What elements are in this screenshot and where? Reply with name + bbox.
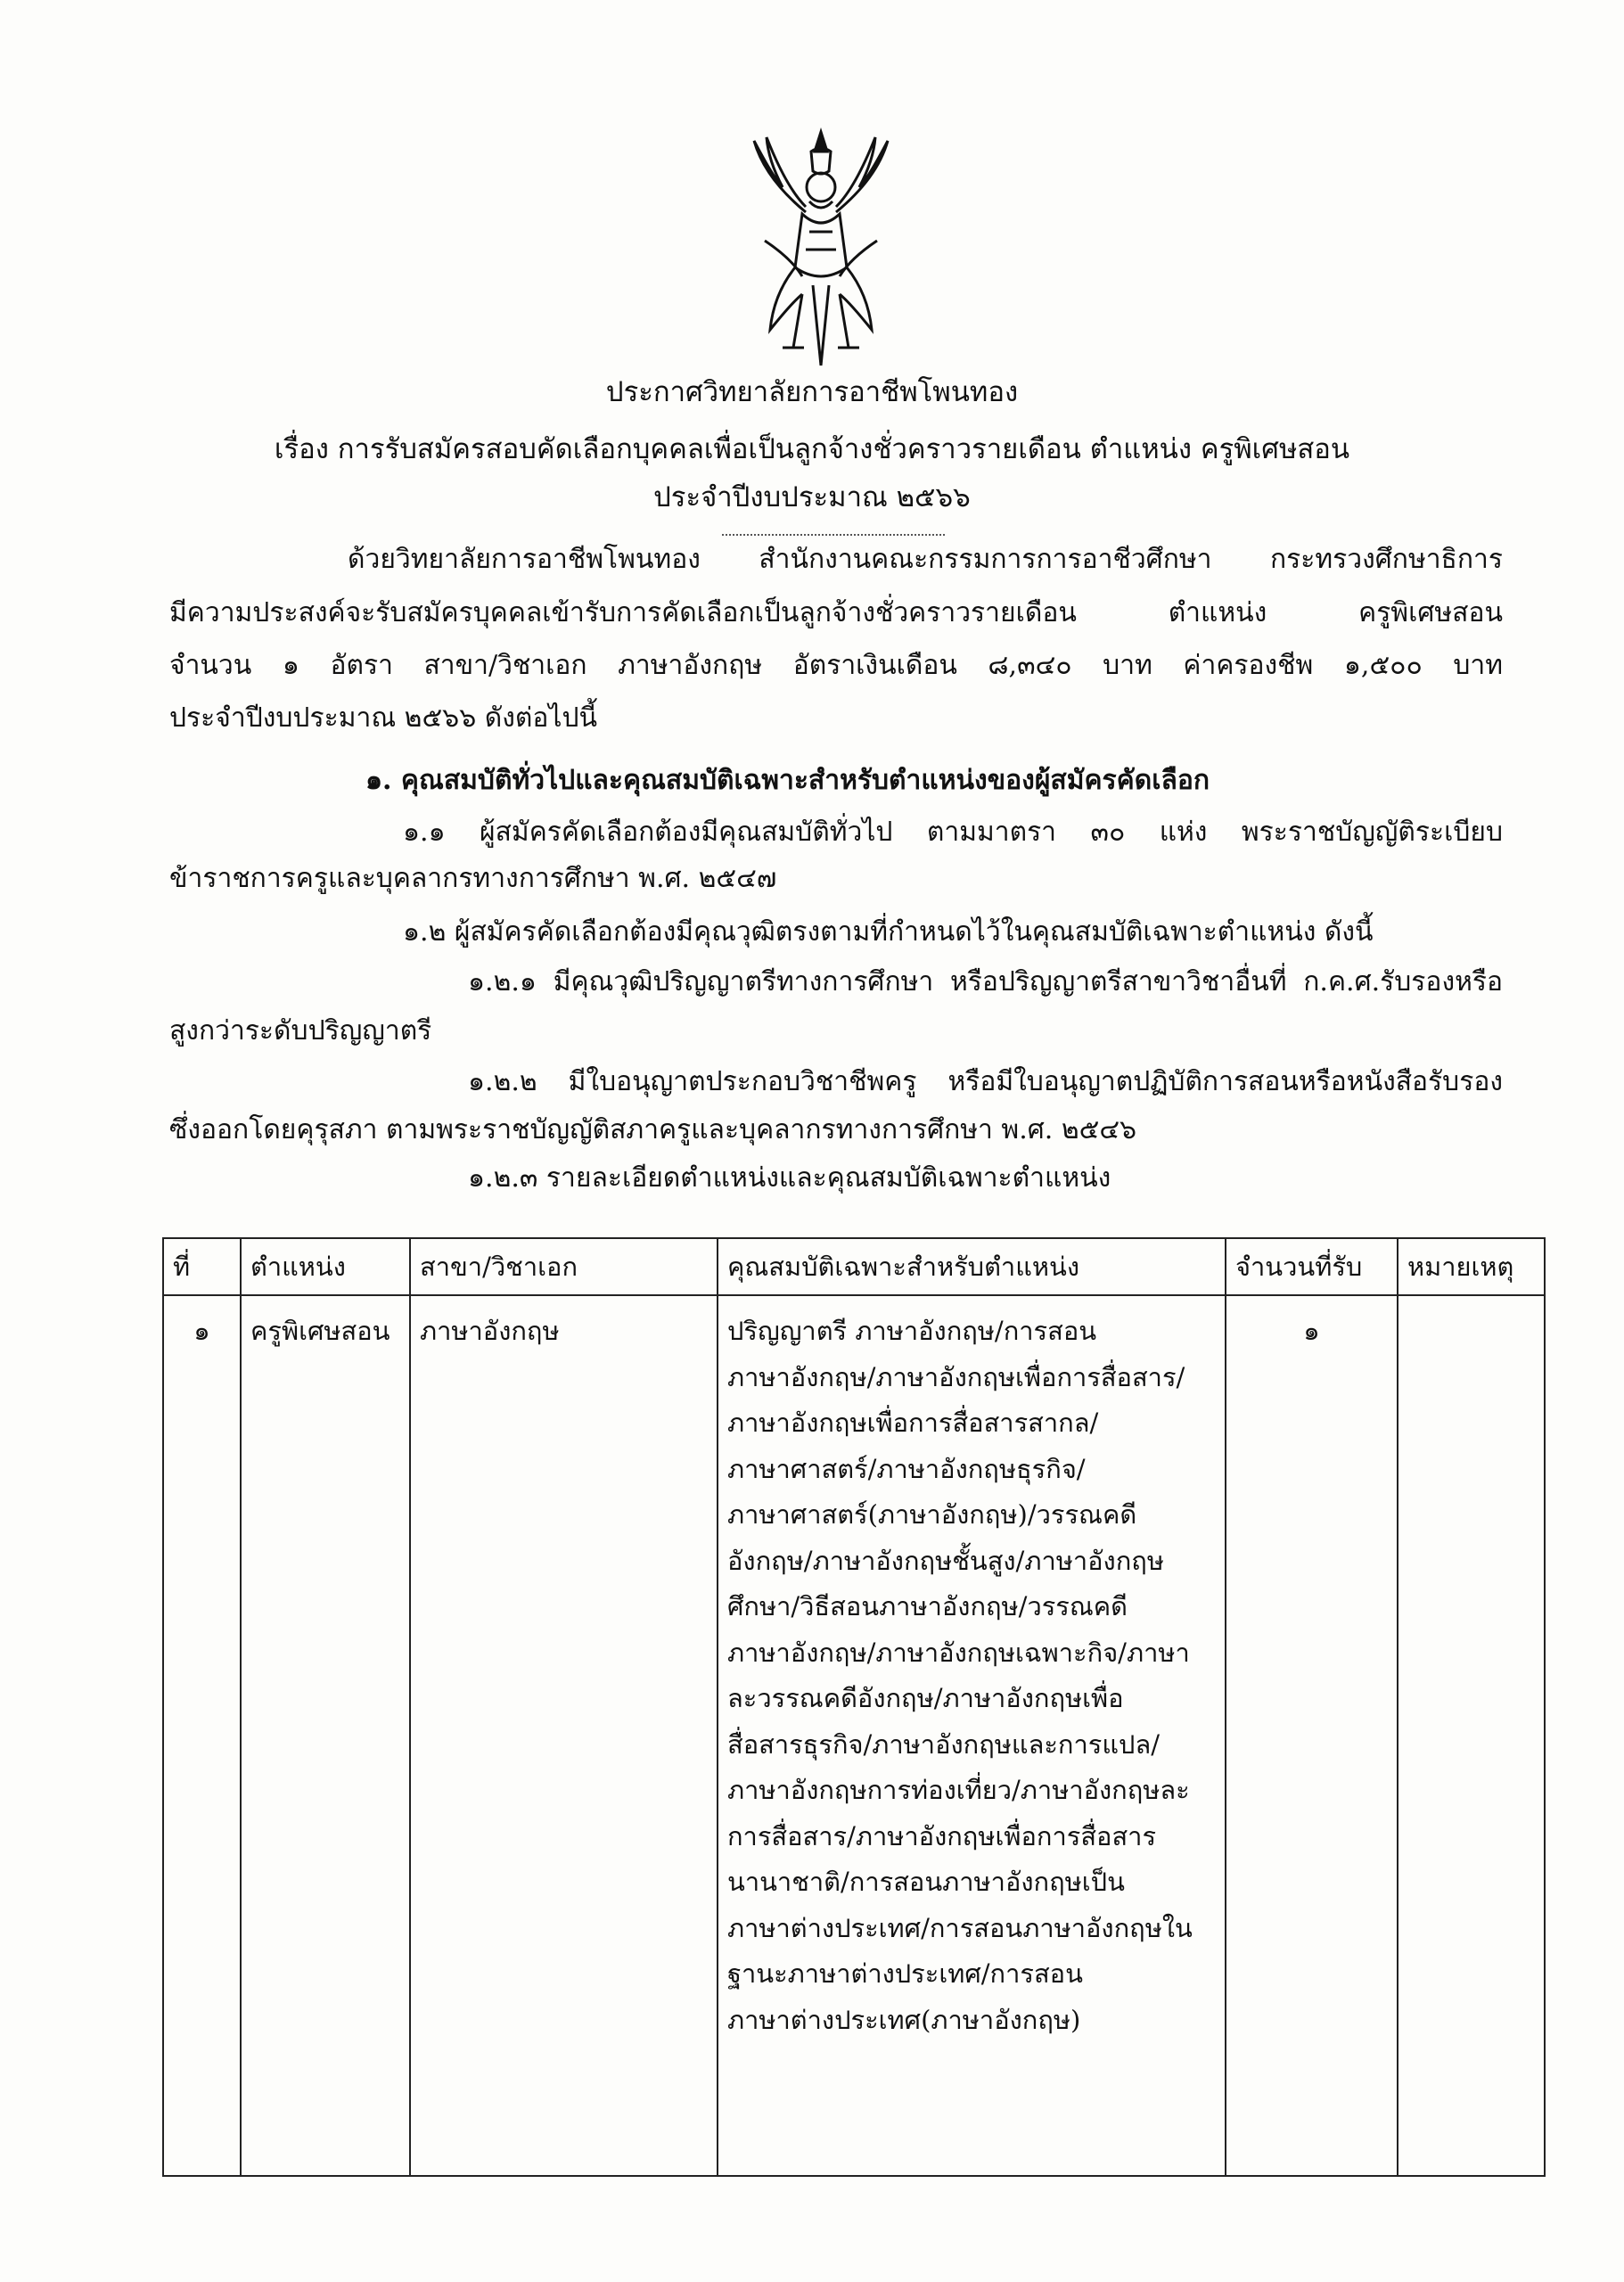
qualification-line: ภาษาต่างประเทศ(ภาษาอังกฤษ) bbox=[727, 2004, 1081, 2035]
col-header-major: สาขา/วิชาเอก bbox=[410, 1238, 718, 1295]
title-divider bbox=[722, 534, 945, 536]
section-1-heading: ๑. คุณสมบัติทั่วไปและคุณสมบัติเฉพาะสำหรับตำแหน่งของผู้สมัครคัดเลือก bbox=[365, 765, 1210, 796]
intro-line-3: จำนวน ๑ อัตรา สาขา/วิชาเอก ภาษาอังกฤษ อัตราเงินเดือน ๘,๓๔๐ บาท ค่าครองชีพ ๑,๕๐๐ บาท bbox=[169, 650, 1503, 681]
col-header-position: ตำแหน่ง bbox=[241, 1238, 410, 1295]
garuda-emblem bbox=[747, 125, 895, 383]
item-1-1-line-1: ๑.๑ ผู้สมัครคัดเลือกต้องมีคุณสมบัติทั่วไป ตามมาตรา ๓๐ แห่ง พระราชบัญญัติระเบียบ bbox=[403, 817, 1503, 848]
qualification-line: ภาษาอังกฤษ/ภาษาอังกฤษเพื่อการสื่อสาร/ bbox=[727, 1361, 1185, 1392]
item-1-2: ๑.๒ ผู้สมัครคัดเลือกต้องมีคุณวุฒิตรงตามที่กำหนดไว้ในคุณสมบัติเฉพาะตำแหน่ง ดังนี้ bbox=[403, 916, 1374, 948]
qualification-line: ฐานะภาษาต่างประเทศ/การสอน bbox=[727, 1958, 1083, 1989]
col-header-qualification: คุณสมบัติเฉพาะสำหรับตำแหน่ง bbox=[718, 1238, 1226, 1295]
item-1-1-line-2: ข้าราชการครูและบุคลากรทางการศึกษา พ.ศ. ๒๕๔๗ bbox=[169, 863, 777, 894]
announcement-title: ประกาศวิทยาลัยการอาชีพโพนทอง bbox=[605, 376, 1019, 408]
cell-major: ภาษาอังกฤษ bbox=[410, 1295, 718, 2176]
cell-count: ๑ bbox=[1226, 1295, 1398, 2176]
item-1-2-3: ๑.๒.๓ รายละเอียดตำแหน่งและคุณสมบัติเฉพาะตำแหน่ง bbox=[468, 1162, 1111, 1194]
item-1-2-1-line-1: ๑.๒.๑ มีคุณวุฒิปริญญาตรีทางการศึกษา หรือปริญญาตรีสาขาวิชาอื่นที่ ก.ค.ศ.รับรองหรือ bbox=[468, 966, 1503, 997]
qualification-line: ภาษาอังกฤษเพื่อการสื่อสารสากล/ bbox=[727, 1408, 1099, 1438]
intro-line-4: ประจำปีงบประมาณ ๒๕๖๖ ดังต่อไปนี้ bbox=[169, 702, 598, 734]
intro-line-1: ด้วยวิทยาลัยการอาชีพโพนทอง สำนักงานคณะกรรมการการอาชีวศึกษา กระทรวงศึกษาธิการ bbox=[348, 544, 1503, 575]
cell-remark bbox=[1398, 1295, 1545, 2176]
cell-position: ครูพิเศษสอน bbox=[241, 1295, 410, 2176]
cell-qualification bbox=[718, 1295, 1226, 2176]
qualification-line: ภาษาอังกฤษ/ภาษาอังกฤษเฉพาะกิจ/ภาษา bbox=[727, 1637, 1190, 1668]
intro-line-2: มีความประสงค์จะรับสมัครบุคคลเข้ารับการคัดเลือกเป็นลูกจ้างชั่วคราวรายเดือน ตำแหน่ง ครูพิเศษสอน bbox=[169, 597, 1503, 628]
col-header-count: จำนวนที่รับ bbox=[1226, 1238, 1398, 1295]
position-table bbox=[162, 1237, 1546, 2177]
announcement-subject: เรื่อง การรับสมัครสอบคัดเลือกบุคคลเพื่อเป็นลูกจ้างชั่วคราวรายเดือน ตำแหน่ง ครูพิเศษสอน bbox=[274, 433, 1350, 465]
qualification-line: ปริญญาตรี ภาษาอังกฤษ/การสอน bbox=[727, 1316, 1097, 1346]
qualification-line: ภาษาต่างประเทศ/การสอนภาษาอังกฤษใน bbox=[727, 1912, 1193, 1943]
qualification-line: ศึกษา/วิธีสอนภาษาอังกฤษ/วรรณคดี bbox=[727, 1591, 1128, 1621]
item-1-2-2-line-2: ซึ่งออกโดยคุรุสภา ตามพระราชบัญญัติสภาครูและบุคลากรทางการศึกษา พ.ศ. ๒๕๔๖ bbox=[169, 1114, 1137, 1145]
table-header-row bbox=[163, 1238, 1545, 1295]
col-header-no: ที่ bbox=[163, 1238, 241, 1295]
item-1-2-1-line-2: สูงกว่าระดับปริญญาตรี bbox=[169, 1015, 432, 1047]
qualification-line: อังกฤษ/ภาษาอังกฤษชั้นสูง/ภาษาอังกฤษ bbox=[727, 1545, 1164, 1576]
qualification-line: ภาษาศาสตร์(ภาษาอังกฤษ)/วรรณคดี bbox=[727, 1499, 1137, 1530]
col-header-remark: หมายเหตุ bbox=[1398, 1238, 1545, 1295]
qualification-line: การสื่อสาร/ภาษาอังกฤษเพื่อการสื่อสาร bbox=[727, 1820, 1157, 1851]
qualification-line: ภาษาศาสตร์/ภาษาอังกฤษธุรกิจ/ bbox=[727, 1453, 1086, 1484]
item-1-2-2-line-1: ๑.๒.๒ มีใบอนุญาตประกอบวิชาชีพครู หรือมีใบอนุญาตปฏิบัติการสอนหรือหนังสือรับรอง bbox=[468, 1066, 1503, 1097]
qualification-line: นานาชาติ/การสอนภาษาอังกฤษเป็น bbox=[727, 1867, 1125, 1897]
table-row bbox=[163, 1295, 1545, 2176]
qualification-line: ภาษาอังกฤษการท่องเที่ยว/ภาษาอังกฤษละ bbox=[727, 1775, 1190, 1805]
qualification-line: ละวรรณคดีอังกฤษ/ภาษาอังกฤษเพื่อ bbox=[727, 1683, 1124, 1713]
qualification-line: สื่อสารธุรกิจ/ภาษาอังกฤษและการแปล/ bbox=[727, 1728, 1160, 1760]
cell-no: ๑ bbox=[163, 1295, 241, 2176]
announcement-fiscal-year: ประจำปีงบประมาณ ๒๕๖๖ bbox=[653, 481, 971, 513]
